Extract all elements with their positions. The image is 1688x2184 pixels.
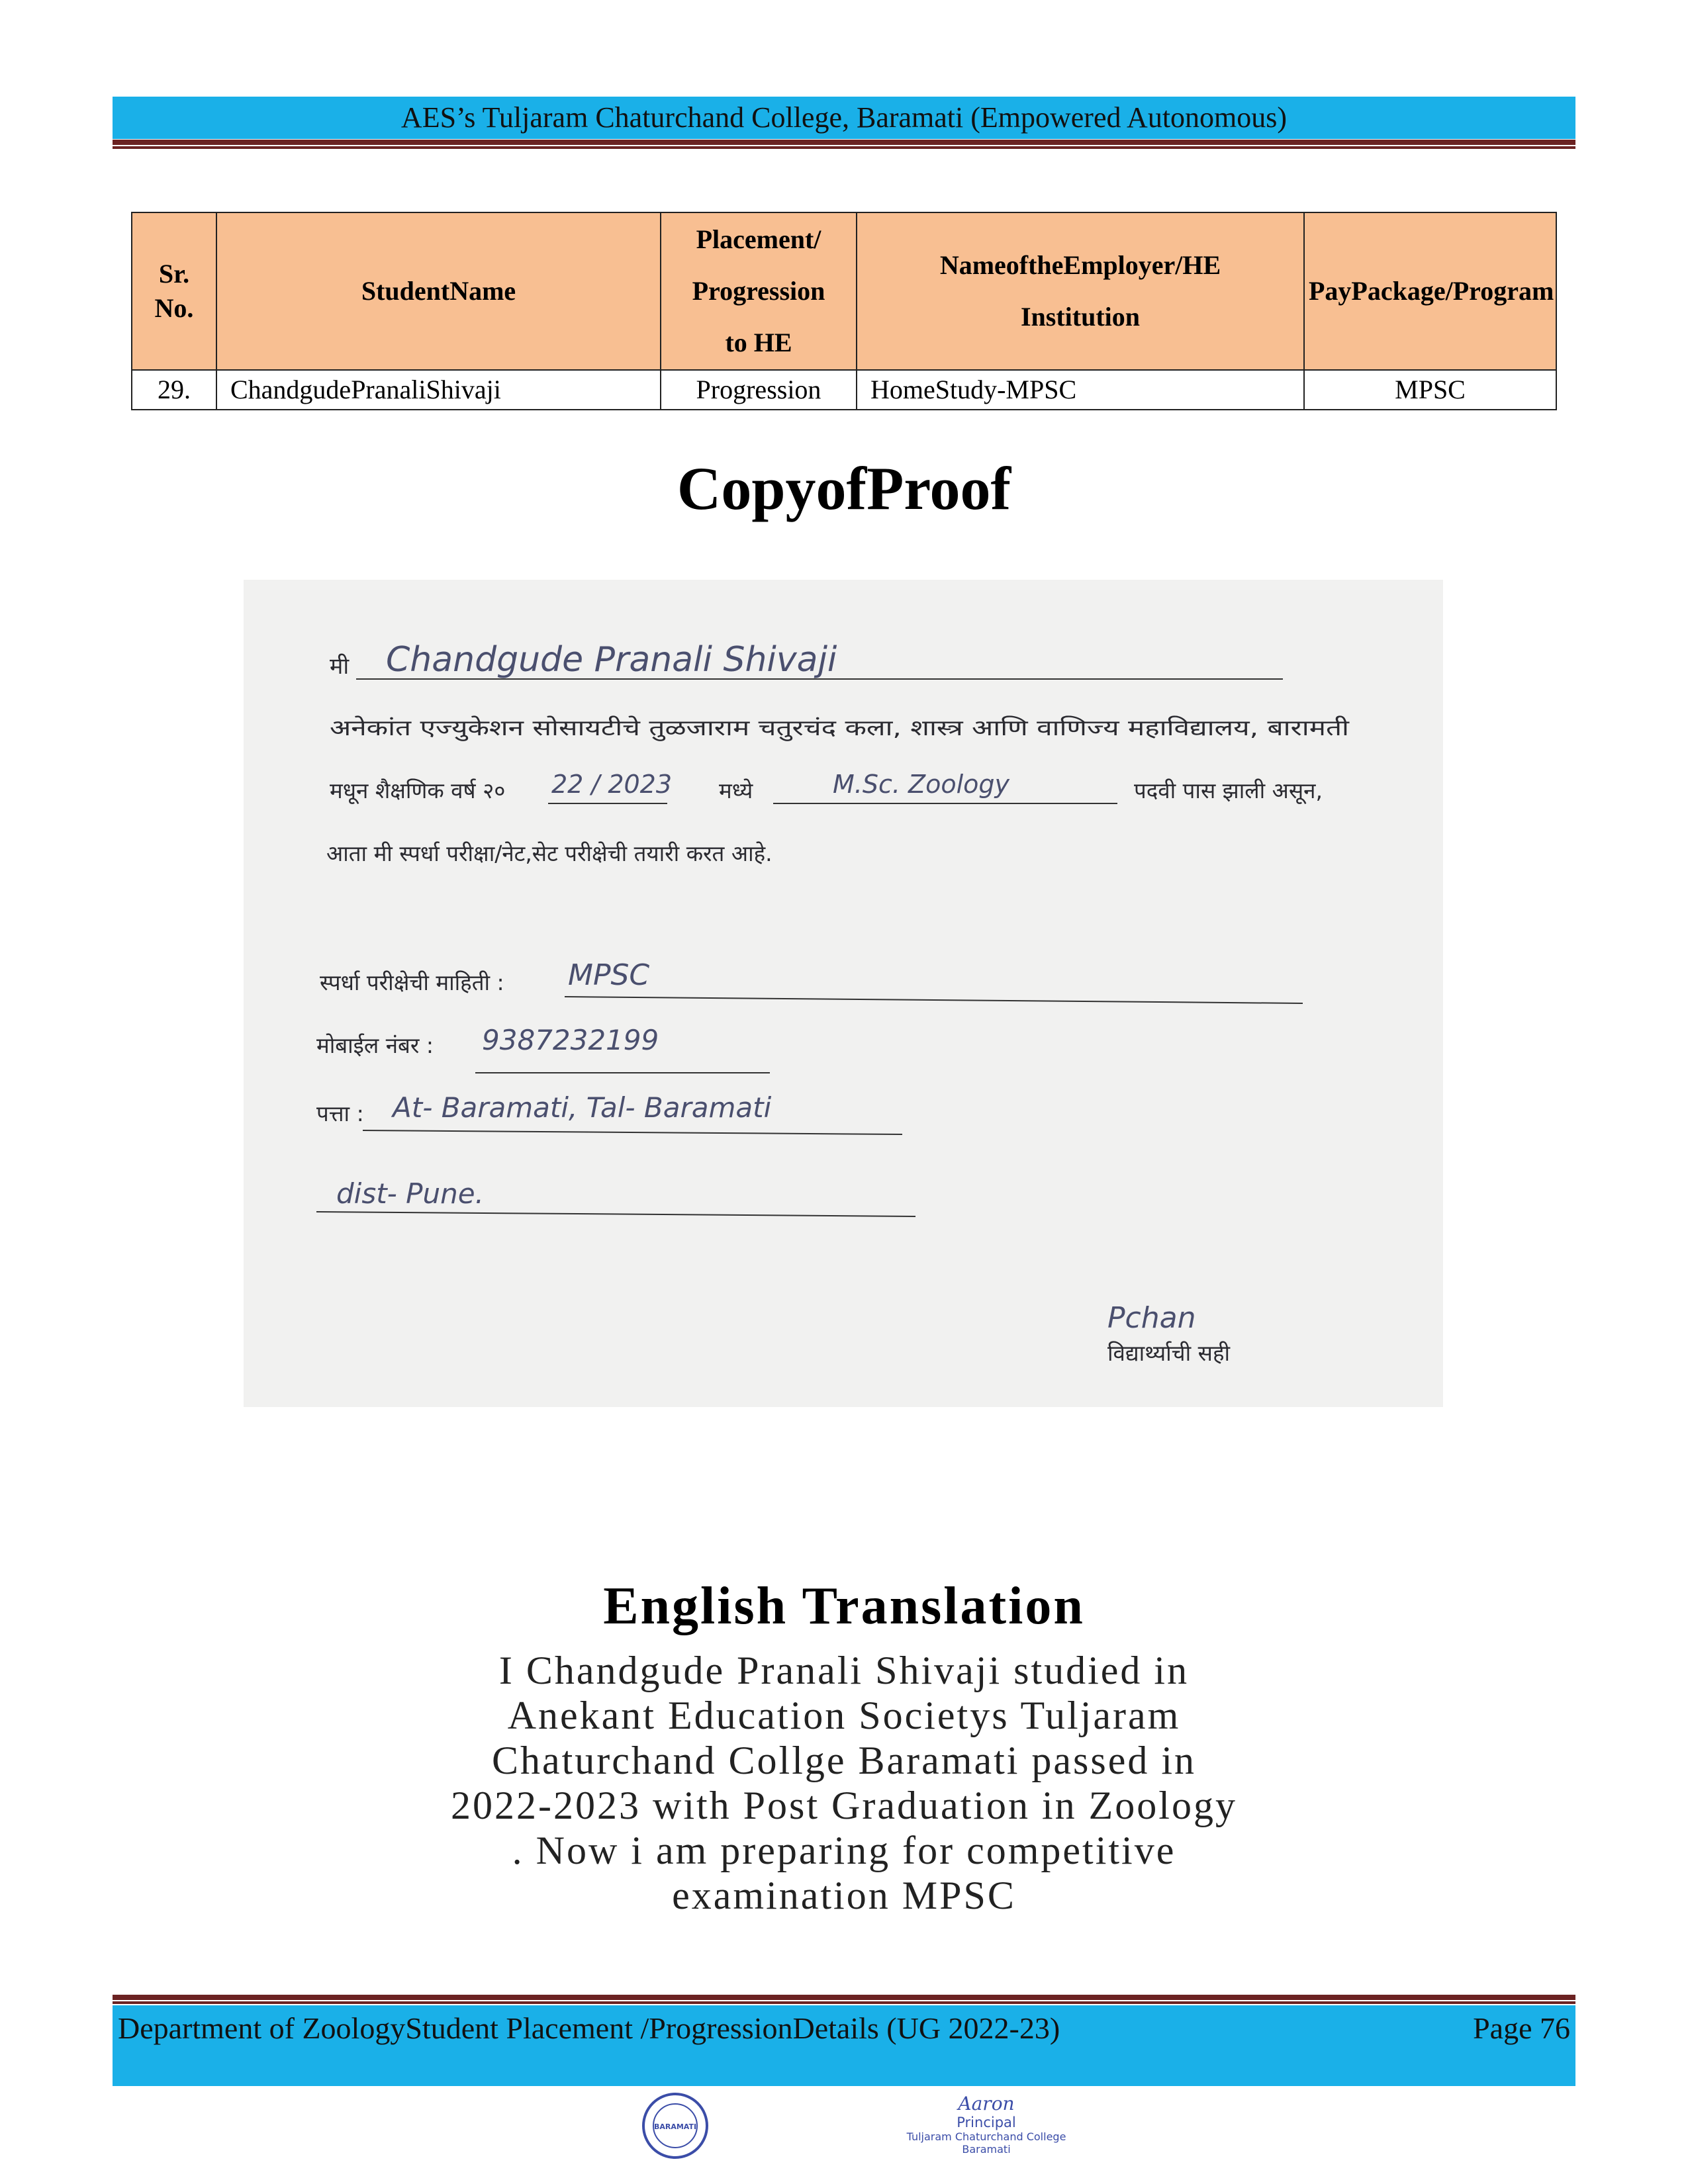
header-employer-line2: Institution [1020,302,1141,332]
scan-exam-label: स्पर्धा परीक्षेची माहिती : [320,970,504,995]
scan-address-handwriting-2: dist- Pune. [336,1177,484,1210]
scan-mobile-label: मोबाईल नंबर : [316,1032,434,1058]
header-employer [857,212,1304,370]
scan-name-handwriting: Chandgude Pranali Shivaji [386,640,837,680]
scan-line1-prefix: मी [330,653,350,680]
college-seal-stamp [641,2091,710,2160]
scan-line3-c: पदवी पास झाली असून, [1134,778,1323,803]
header-pay-package: PayPackage/Program [1304,212,1556,370]
scan-mobile-handwriting: 9387232199 [482,1024,659,1056]
cell-employer: HomeStudy-MPSC [857,370,1304,410]
proof-scan-image [244,580,1443,1407]
scan-signature-handwriting: Pchan [1107,1301,1196,1335]
placement-table [131,212,1557,410]
scan-rule [565,997,1303,1003]
scan-rule [363,1130,902,1134]
translation-line: . Now i am preparing for competitive [512,1829,1176,1872]
principal-place: Baramati [962,2143,1011,2156]
header-placement-line2: Progression [692,276,825,306]
header-rule [113,140,1575,145]
scan-line3-b: मध्ये [719,778,753,803]
table-row [132,370,1556,410]
principal-title: Principal [957,2115,1016,2130]
header-sr-line1: Sr. [158,259,190,289]
translation-line: Anekant Education Societys Tuljaram [507,1694,1181,1737]
header-placement [661,212,857,370]
header-student-name: StudentName [216,212,661,370]
footer-page-number: Page 76 [1473,2011,1570,2045]
principal-signature: Aaron [958,2093,1015,2115]
scan-line4: आता मी स्पर्धा परीक्षा/नेट,सेट परीक्षेची तयारी करत आहे. [326,841,773,866]
scan-degree-handwriting: M.Sc. Zoology [833,770,1009,799]
cell-student-name: ChandgudePranaliShivaji [216,370,661,410]
cell-sr-no: 29. [132,370,216,410]
scan-exam-handwriting: MPSC [568,958,650,992]
cell-pay-package: MPSC [1304,370,1556,410]
header-band [113,97,1575,139]
header-sr-no [132,212,216,370]
translation-body [199,1648,1489,1918]
header-placement-line3: to HE [725,328,792,357]
cell-placement: Progression [661,370,857,410]
seal-text: BARAMATI [653,2122,697,2131]
proof-title: CopyofProof [677,455,1011,522]
translation-line: Chaturchand Collge Baramati passed in [491,1739,1197,1782]
scan-year-handwriting: 22 / 2023 [551,770,673,799]
footer-rule-thin [113,2001,1575,2004]
scan-signature-label: विद्यार्थ्याची सही [1107,1340,1231,1366]
footer-rule [113,1995,1575,2000]
header-title: AES’s Tuljaram Chaturchand College, Baramati (Empowered Autonomous) [400,101,1288,134]
proof-scan-drawing [244,580,1443,1407]
header-placement-line1: Placement/ [696,224,821,254]
header-employer-line1: NameoftheEmployer/HE [939,250,1221,280]
scan-line2: अनेकांत एज्युकेशन सोसायटीचे तुळजाराम चतुरचंद कला, शास्त्र आणि वाणिज्य महाविद्यालय, बारामती [330,715,1127,741]
footer-department-text: Department of ZoologyStudent Placement /ProgressionDetails (UG 2022-23) [118,2011,1060,2045]
translation-title: English Translation [603,1577,1085,1635]
scan-address-handwriting-1: At- Baramati, Tal- Baramati [393,1091,772,1124]
principal-college: Tuljaram Chaturchand College [906,2130,1066,2143]
scan-address-label: पत्ता : [316,1101,364,1126]
scan-line3-a: मधून शैक्षणिक वर्ष २० [330,778,506,803]
header-rule-thin [113,146,1575,149]
translation-line: I Chandgude Pranali Shivaji studied in [498,1649,1190,1692]
scan-rule [316,1212,915,1216]
translation-line: examination MPSC [672,1874,1016,1917]
principal-stamp [900,2093,1072,2156]
table-header-row [132,212,1556,370]
translation-line: 2022-2023 with Post Graduation in Zoology [451,1784,1237,1827]
header-sr-line2: No. [154,293,194,323]
